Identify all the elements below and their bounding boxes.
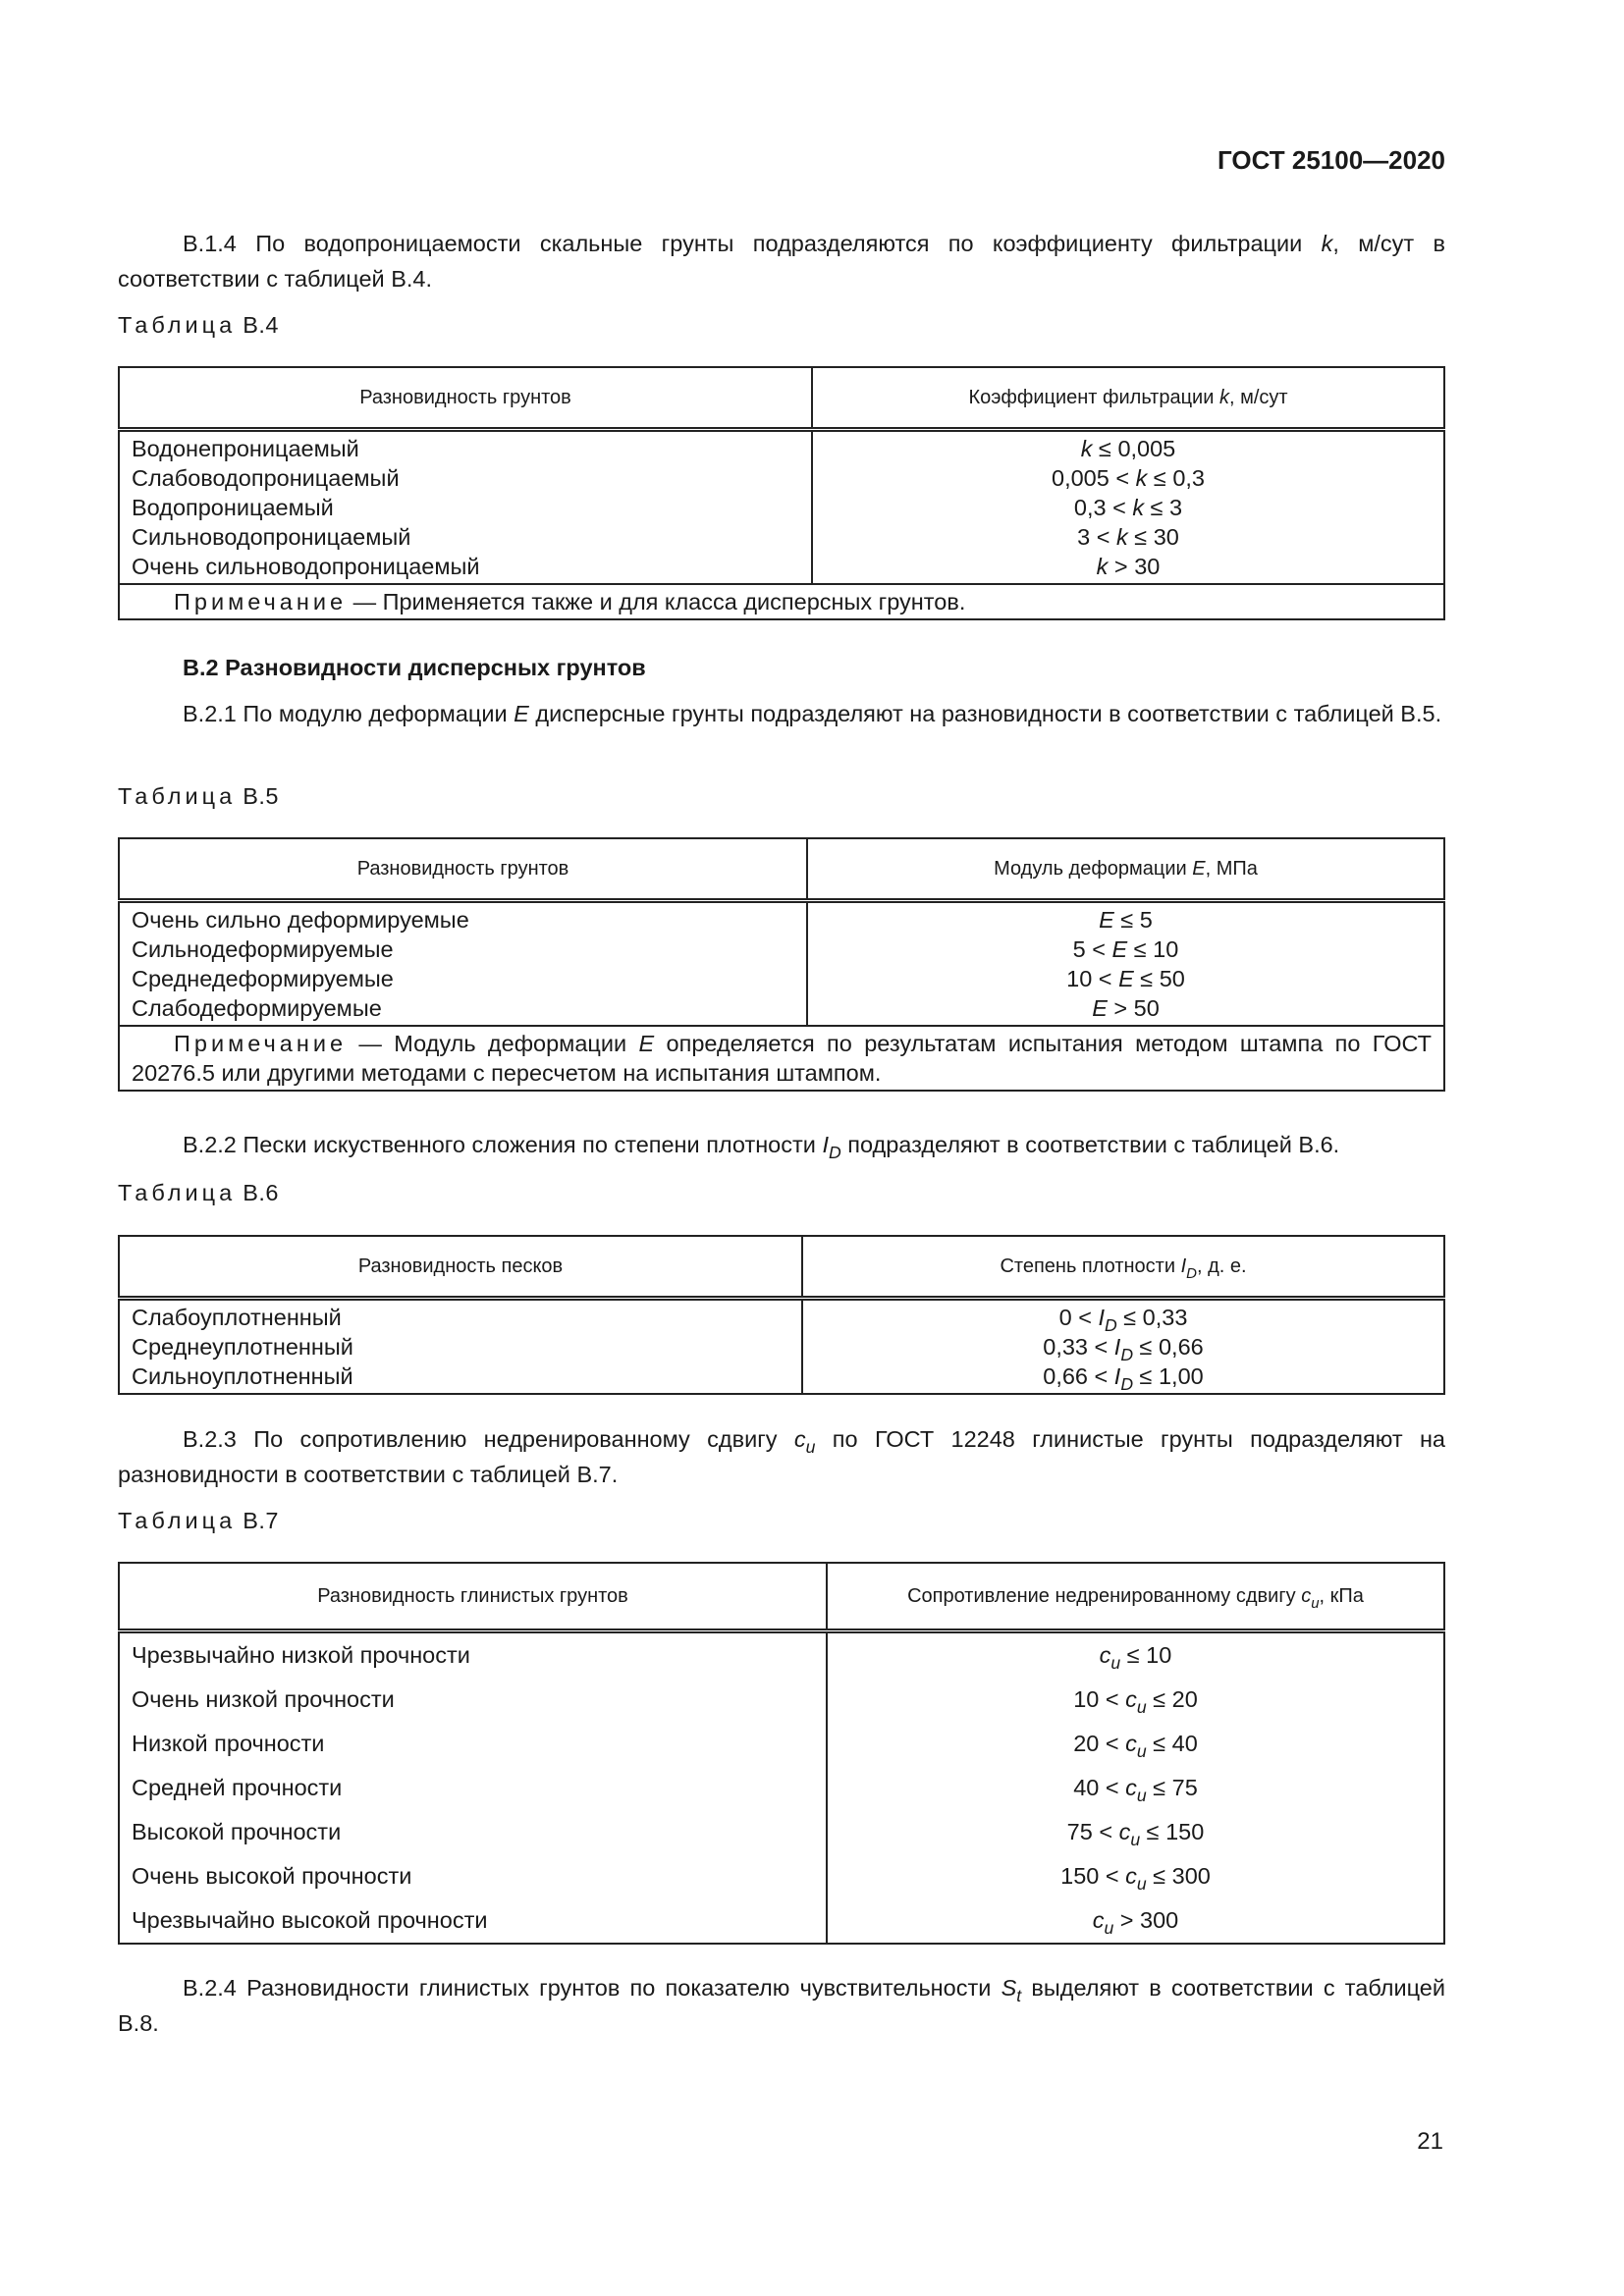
- table-row-value: $150 < c_u \le 300$: [1060, 1863, 1211, 1894]
- table-row: [119, 1854, 1444, 1898]
- table-caption-word: Таблица: [118, 783, 237, 809]
- paragraph-b-2-4: В.2.4 Разновидности глинистых грунтов по показателю чувствительности $S_t$ выделяют в соответствии с таблицей В.8.: [118, 1975, 1445, 2036]
- table-b5: [118, 837, 1445, 1092]
- paragraph-b-2-1: В.2.1 По модулю деформации E дисперсные грунты подразделяют на разновидности в соответствии с таблицей В.5.: [183, 701, 1442, 726]
- table-row: [119, 1810, 1444, 1854]
- table-b5-col2: [807, 901, 1444, 1027]
- table-row-value: $75 < c_u \le 150$: [1066, 1819, 1205, 1849]
- table-caption-b7: [118, 1508, 279, 1534]
- table-row-value: $10 < c_u \le 20$: [1073, 1686, 1198, 1717]
- table-row-label: Очень сильноводопроницаемый: [132, 554, 480, 579]
- table-row-label: Низкой прочности: [119, 1722, 827, 1766]
- page-number: 21: [1417, 2128, 1443, 2155]
- table-row-value: k ≤ 0,005: [1080, 436, 1176, 461]
- table-row: [119, 1678, 1444, 1722]
- table-row: [119, 1898, 1444, 1944]
- table-row-value: E > 50: [1092, 995, 1160, 1021]
- table-b5-header-1: Разновидность грунтов: [119, 838, 807, 901]
- table-caption-number: В.5: [243, 783, 279, 809]
- table-caption-word: Таблица: [118, 312, 237, 338]
- table-row-label: Высокой прочности: [119, 1810, 827, 1854]
- table-row-label: Слабоуплотненный: [132, 1305, 342, 1330]
- table-b4: [118, 366, 1445, 620]
- table-row-label: Очень сильно деформируемые: [132, 907, 469, 933]
- table-caption-number: В.7: [243, 1508, 279, 1533]
- table-b6: [118, 1235, 1445, 1395]
- table-row-label: Среднеуплотненный: [132, 1334, 353, 1360]
- table-b4-header-2: Коэффициент фильтрации k, м/сут: [812, 367, 1444, 430]
- table-row-label: Водопроницаемый: [132, 495, 334, 520]
- table-row-value: 0,005 < k ≤ 0,3: [1052, 465, 1205, 491]
- table-row-label: Сильноуплотненный: [132, 1363, 353, 1389]
- table-b6-header-1: Разновидность песков: [119, 1236, 802, 1299]
- section-title-b2: В.2 Разновидности дисперсных грунтов: [183, 655, 646, 680]
- table-row-value: $c_u > 300$: [1092, 1907, 1179, 1938]
- table-row-label: Сильноводопроницаемый: [132, 524, 411, 550]
- table-caption-b4: [118, 312, 279, 339]
- table-row-label: Чрезвычайно низкой прочности: [119, 1631, 827, 1679]
- table-b5-col1: [119, 901, 807, 1027]
- paragraph-b-2-2: В.2.2 Пески искуственного сложения по степени плотности $I_D$ подразделяют в соответствии с таблицей В.6.: [183, 1132, 1340, 1162]
- table-b7-header-1: Разновидность глинистых грунтов: [119, 1563, 827, 1631]
- table-b4-col2: [812, 430, 1444, 585]
- table-b4-note: [119, 584, 1444, 619]
- table-row-label: Слабоводопроницаемый: [132, 465, 400, 491]
- table-row-value: 0,3 < k ≤ 3: [1073, 495, 1183, 520]
- table-row-value: 3 < k ≤ 30: [1077, 524, 1179, 550]
- document-code: ГОСТ 25100—2020: [1218, 145, 1445, 175]
- table-row: [119, 1631, 1444, 1679]
- paragraph-b-2-3: В.2.3 По сопротивлению недренированному сдвигу $c_u$ по ГОСТ 12248 глинистые грунты подразделяют на разновидности в соответствии с таблицей В.7.: [118, 1426, 1445, 1487]
- paragraph-b-1-4: В.1.4 По водопроницаемости скальные грунты подразделяются по коэффициенту фильтрации k, м/сут в соответствии с таблицей В.4.: [118, 231, 1445, 292]
- table-row-label: Сильнодеформируемые: [132, 936, 394, 962]
- table-b5-header-2: Модуль деформации E, МПа: [807, 838, 1444, 901]
- table-row-label: Чрезвычайно высокой прочности: [119, 1898, 827, 1944]
- note-text: — Модуль деформации E определяется по результатам испытания методом штампа по ГОСТ 20276.5 или другими методами с пересчетом на испытания штампом.: [132, 1031, 1433, 1086]
- table-caption-number: В.6: [243, 1180, 279, 1205]
- table-row-label: Очень низкой прочности: [119, 1678, 827, 1722]
- table-row: [119, 1722, 1444, 1766]
- note-label: Примечание: [174, 589, 348, 614]
- table-row: [119, 1766, 1444, 1810]
- table-row-value: $c_u \le 10$: [1099, 1642, 1172, 1673]
- table-caption-b5: [118, 783, 279, 810]
- table-row-label: Водонепроницаемый: [132, 436, 359, 461]
- table-b5-note: [119, 1026, 1444, 1091]
- table-row-label: Среднедеформируемые: [132, 966, 394, 991]
- table-row-value: $40 < c_u \le 75$: [1073, 1775, 1198, 1805]
- table-row-value: 10 < E ≤ 50: [1066, 966, 1185, 991]
- table-row-value: $0,33 < I_D \le 0,66$: [1043, 1334, 1204, 1364]
- table-row-label: Средней прочности: [119, 1766, 827, 1810]
- table-row-label: Слабодеформируемые: [132, 995, 382, 1021]
- table-row-value: $20 < c_u \le 40$: [1073, 1731, 1198, 1761]
- table-b7: [118, 1562, 1445, 1945]
- table-row-value: 5 < E ≤ 10: [1072, 936, 1179, 962]
- table-row-value: $0 < I_D \le 0,33$: [1058, 1305, 1188, 1335]
- table-caption-number: В.4: [243, 312, 279, 338]
- table-caption-word: Таблица: [118, 1180, 237, 1205]
- table-row-value: E ≤ 5: [1099, 907, 1153, 933]
- note-label: Примечание: [174, 1031, 348, 1056]
- note-text: — Применяется также и для класса дисперсных грунтов.: [352, 589, 966, 614]
- table-b6-col2: [802, 1299, 1444, 1395]
- table-b7-header-2: Сопротивление недренированному сдвигу $c_u$, кПа: [827, 1563, 1444, 1631]
- table-b6-col1: [119, 1299, 802, 1395]
- table-caption-word: Таблица: [118, 1508, 237, 1533]
- table-caption-b6: [118, 1180, 279, 1206]
- table-b6-header-2: Степень плотности $I_D$, д. е.: [802, 1236, 1444, 1299]
- table-row-label: Очень высокой прочности: [119, 1854, 827, 1898]
- table-b4-col1: [119, 430, 812, 585]
- table-row-value: $0,66 < I_D \le 1,00$: [1043, 1363, 1204, 1394]
- table-b4-header-1: Разновидность грунтов: [119, 367, 812, 430]
- table-row-value: k > 30: [1096, 554, 1161, 579]
